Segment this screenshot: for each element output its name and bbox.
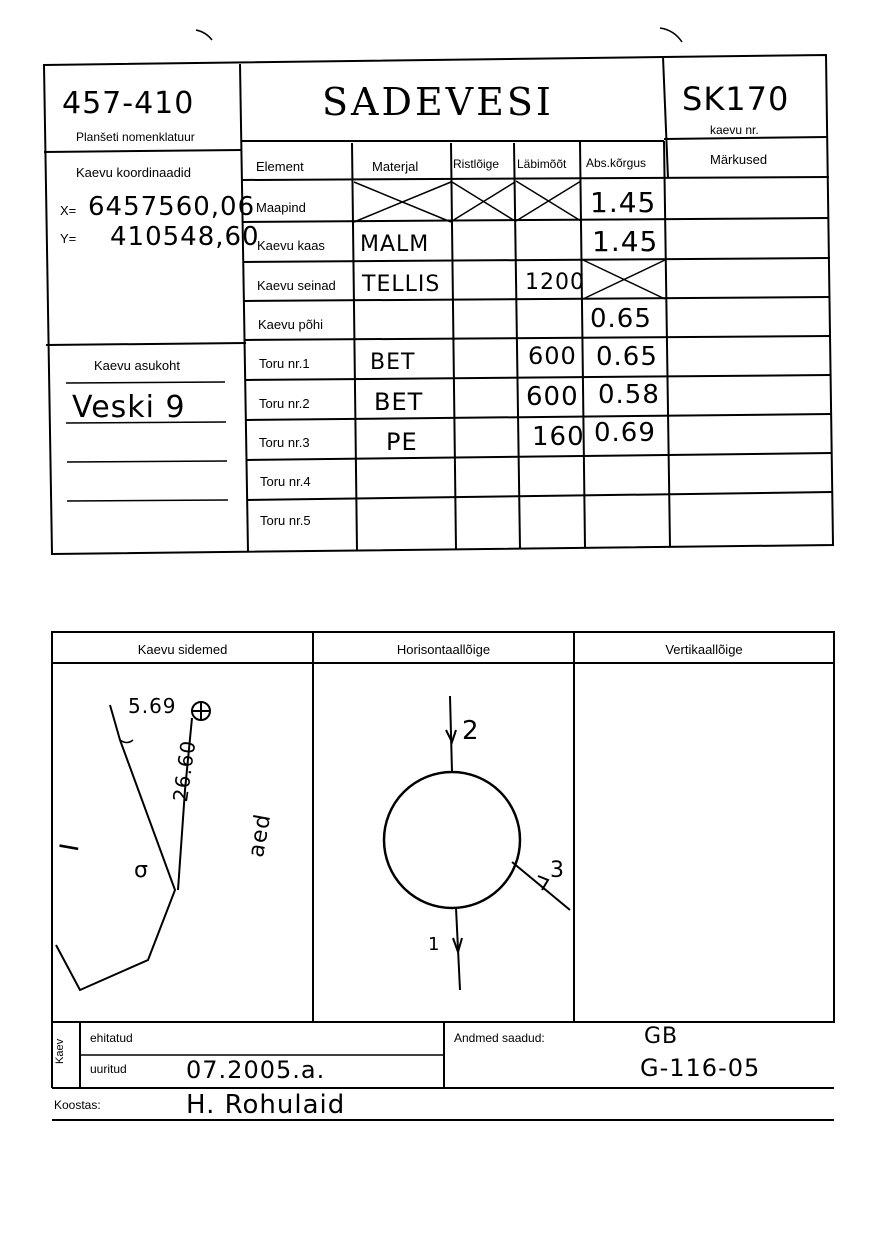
surveyed-value: 07.2005.a. bbox=[186, 1056, 326, 1084]
row-diameter: 600 bbox=[528, 342, 577, 370]
x-coordinate-value: 6457560,06 bbox=[88, 192, 256, 222]
sketch-header-horizontal: Horisontaallõige bbox=[396, 642, 491, 657]
row-element: Toru nr.1 bbox=[259, 356, 310, 371]
tie-mark-o: σ bbox=[134, 858, 149, 883]
pipe-3-label: 3 bbox=[550, 858, 565, 883]
compiled-by-label: Koostas: bbox=[54, 1098, 101, 1112]
row-height: 1.45 bbox=[592, 225, 659, 258]
sketch-header-vertical: Vertikaallõige bbox=[665, 642, 743, 657]
row-material: PE bbox=[386, 428, 418, 456]
col-header-notes: Märkused bbox=[710, 152, 768, 167]
tie-distance-1: 5.69 bbox=[128, 694, 177, 718]
row-diameter: 600 bbox=[526, 382, 579, 412]
row-diameter: 160 bbox=[532, 422, 585, 452]
row-height: 0.65 bbox=[590, 304, 652, 334]
row-material: MALM bbox=[360, 232, 430, 257]
row-height: 0.65 bbox=[596, 342, 658, 372]
data-source-value-2: G-116-05 bbox=[640, 1054, 761, 1082]
row-diameter: 1200 bbox=[525, 270, 585, 295]
col-header-abs-height: Abs.kõrgus bbox=[586, 156, 647, 170]
nomenclature-value: 457-410 bbox=[62, 86, 195, 121]
row-height: 0.69 bbox=[594, 418, 656, 448]
col-header-cross-section: Ristlõige bbox=[453, 157, 500, 171]
row-element: Kaevu põhi bbox=[258, 317, 324, 332]
row-material: BET bbox=[374, 388, 424, 416]
footer-side-label: Kaev bbox=[54, 1038, 66, 1064]
y-coordinate-value: 410548,60 bbox=[110, 222, 260, 252]
col-header-material: Materjal bbox=[372, 159, 419, 174]
well-number-value: SK170 bbox=[682, 80, 790, 118]
row-element: Maapind bbox=[256, 200, 306, 215]
nomenclature-label: Planšeti nomenklatuur bbox=[76, 130, 195, 144]
data-source-label: Andmed saadud: bbox=[454, 1031, 545, 1045]
built-label: ehitatud bbox=[90, 1031, 133, 1045]
row-element: Toru nr.4 bbox=[260, 474, 311, 489]
y-label: Y= bbox=[60, 231, 77, 246]
col-header-diameter: Läbimõõt bbox=[517, 157, 567, 171]
row-element: Toru nr.2 bbox=[259, 396, 310, 411]
location-label: Kaevu asukoht bbox=[94, 358, 181, 373]
sketch-header-ties: Kaevu sidemed bbox=[137, 642, 228, 657]
row-height: 1.45 bbox=[590, 186, 657, 219]
location-value: Veski 9 bbox=[72, 390, 186, 425]
pipe-2-label: 2 bbox=[462, 716, 480, 746]
well-number-label: kaevu nr. bbox=[710, 123, 759, 137]
row-element: Toru nr.5 bbox=[260, 513, 311, 528]
tie-mark-i: I bbox=[54, 840, 86, 854]
row-material: BET bbox=[370, 350, 416, 375]
pipe-1-label: 1 bbox=[428, 934, 441, 955]
row-element: Kaevu seinad bbox=[257, 278, 336, 293]
compiled-by-value: H. Rohulaid bbox=[186, 1090, 346, 1120]
tie-distance-2: 26.60 bbox=[168, 738, 201, 804]
row-element: Kaevu kaas bbox=[257, 238, 325, 253]
coordinates-label: Kaevu koordinaadid bbox=[76, 165, 191, 180]
surveyed-label: uuritud bbox=[90, 1062, 127, 1076]
row-material: TELLIS bbox=[362, 272, 441, 297]
row-height: 0.58 bbox=[598, 380, 660, 410]
page-title: SADEVESI bbox=[322, 80, 554, 124]
tie-note: aed bbox=[244, 811, 277, 860]
x-label: X= bbox=[60, 203, 77, 218]
data-source-value-1: GB bbox=[644, 1024, 679, 1049]
row-element: Toru nr.3 bbox=[259, 435, 310, 450]
col-header-element: Element bbox=[256, 159, 304, 174]
